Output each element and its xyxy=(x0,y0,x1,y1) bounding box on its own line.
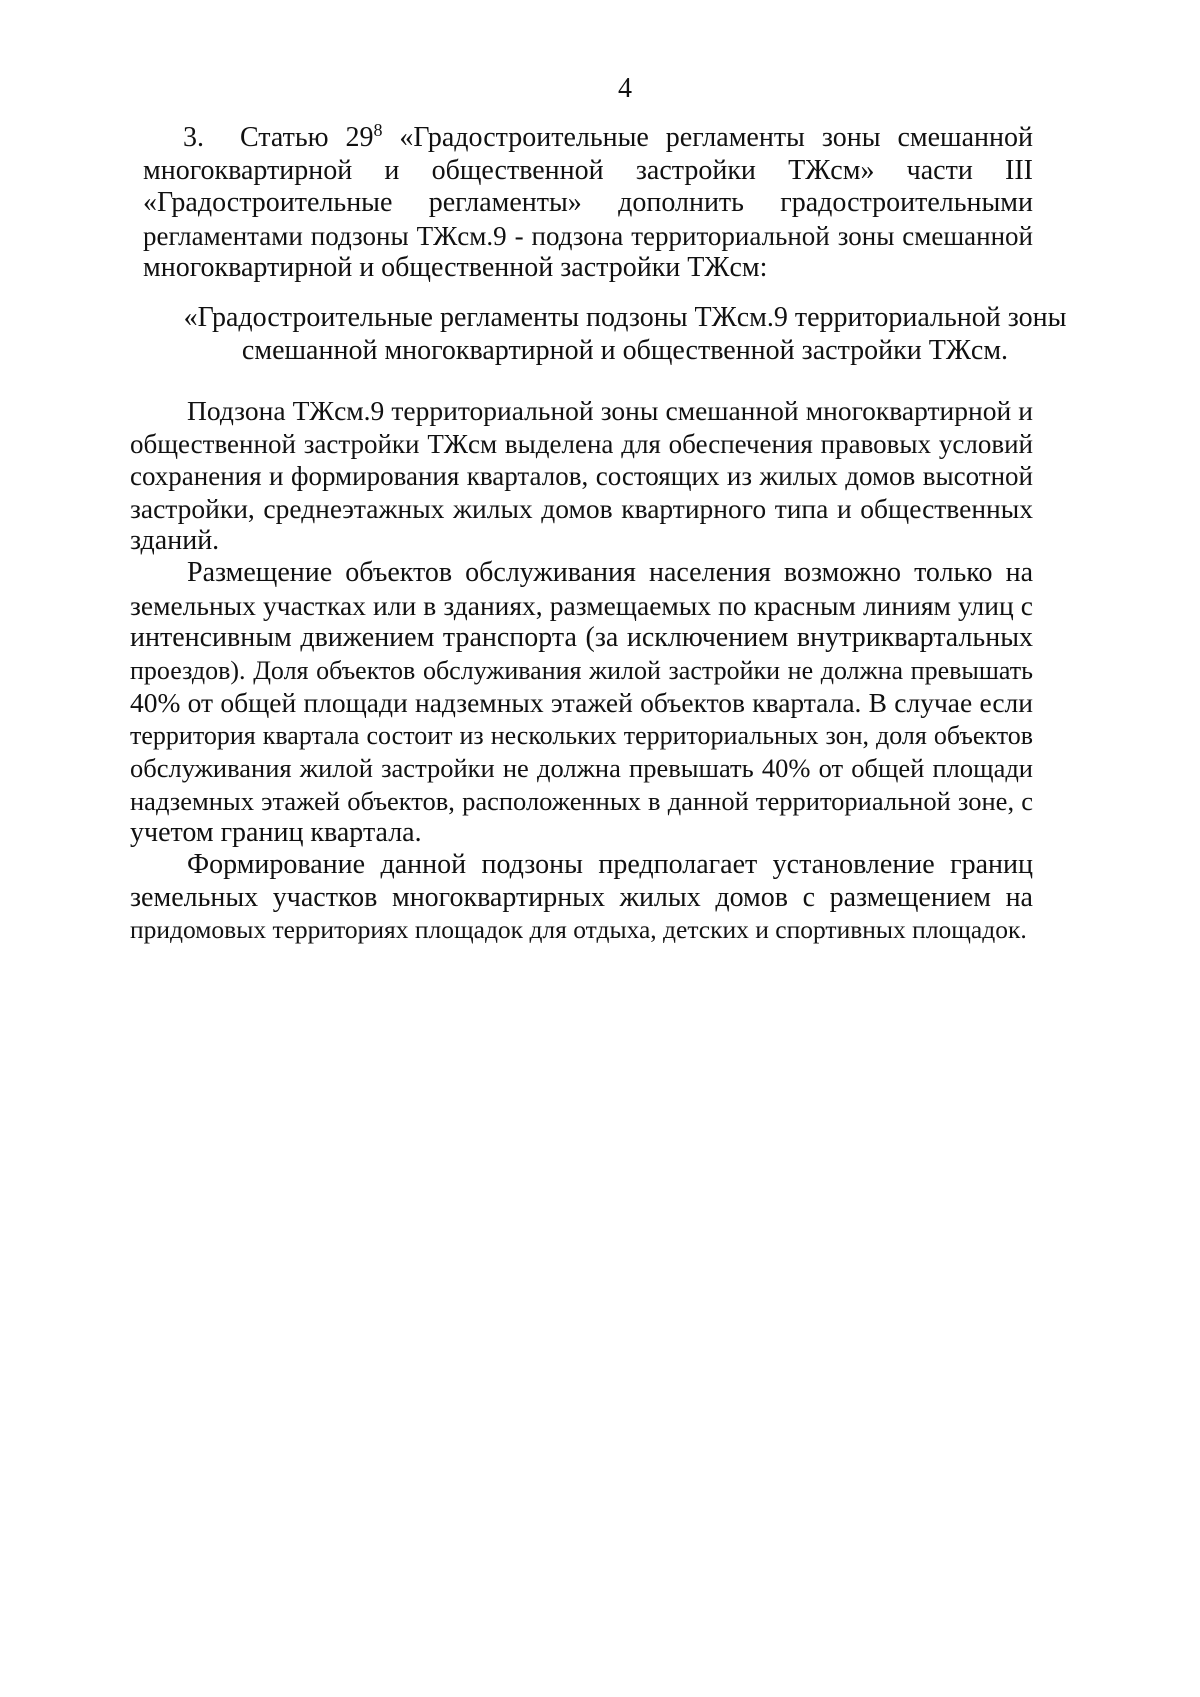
paragraph-3-line-2: земельных участков многоквартирных жилых домов с размещением на xyxy=(130,881,1033,913)
paragraph-3-line-1: Формирование данной подзоны предполагает установление границ xyxy=(187,849,1033,880)
paragraph-3 xyxy=(130,849,1033,947)
section-heading-line-1: «Градостроительные регламенты подзоны ТЖсм.9 территориальной зоны xyxy=(183,302,1067,333)
article-item-3 xyxy=(143,122,1033,285)
section-heading-line-2: смешанной многоквартирной и общественной застройки ТЖсм. xyxy=(241,334,1009,366)
paragraph-2-line-4: проездов). Доля объектов обслуживания жилой застройки не должна превышать xyxy=(130,655,1033,685)
article-item-3-line-4: регламентами подзоны ТЖсм.9 - подзона территориальной зоны смешанной xyxy=(143,220,1033,251)
article-item-3-line-2: многоквартирной и общественной застройки ТЖсм» части III xyxy=(143,154,1033,186)
paragraph-1-line-2: общественной застройки ТЖсм выделена для обеспечения правовых условий xyxy=(130,428,1033,459)
paragraph-2-line-9: учетом границ квартала. xyxy=(130,817,422,848)
section-heading xyxy=(100,302,1150,367)
paragraph-3-line-3: придомовых территориях площадок для отдыха, детских и спортивных площадок. xyxy=(130,915,1027,944)
item-number: 3. xyxy=(183,122,204,153)
item-line-1-pre: Статью 29 xyxy=(240,122,374,153)
paragraph-2-line-2: земельных участках или в зданиях, размещаемых по красным линиям улиц с xyxy=(130,589,1033,621)
paragraph-2-line-8: надземных этажей объектов, расположенных в данной территориальной зоне, с xyxy=(130,785,1033,816)
paragraph-2-line-1: Размещение объектов обслуживания населения возможно только на xyxy=(187,557,1033,588)
page-number: 4 xyxy=(618,73,632,104)
article-superscript: 8 xyxy=(373,120,383,140)
paragraph-1-line-5: зданий. xyxy=(130,525,220,556)
paragraph-1 xyxy=(130,395,1033,558)
paragraph-2-line-5: 40% от общей площади надземных этажей объектов квартала. В случае если xyxy=(130,687,1033,718)
article-item-3-line-3: «Градостроительные регламенты» дополнить градостроительными xyxy=(143,187,1033,218)
paragraph-2-line-3: интенсивным движением транспорта (за исключением внутриквартальных xyxy=(130,622,1033,653)
item-line-1-post: «Градостроительные регламенты зоны смешанной xyxy=(382,122,1033,153)
paragraph-1-line-4: застройки, среднеэтажных жилых домов квартирного типа и общественных xyxy=(130,492,1033,524)
paragraph-2-line-7: обслуживания жилой застройки не должна превышать 40% от общей площади xyxy=(130,753,1033,783)
article-item-3-line-1 xyxy=(183,122,1033,155)
paragraph-1-line-3: сохранения и формирования кварталов, состоящих из жилых домов высотной xyxy=(130,461,1033,491)
paragraph-2 xyxy=(130,557,1033,850)
article-item-3-line-5: многоквартирной и общественной застройки ТЖсм: xyxy=(143,252,768,283)
paragraph-1-line-1: Подзона ТЖсм.9 территориальной зоны смешанной многоквартирной и xyxy=(187,395,1033,426)
paragraph-2-line-6: территория квартала состоит из нескольких территориальных зон, доля объектов xyxy=(130,720,1033,750)
